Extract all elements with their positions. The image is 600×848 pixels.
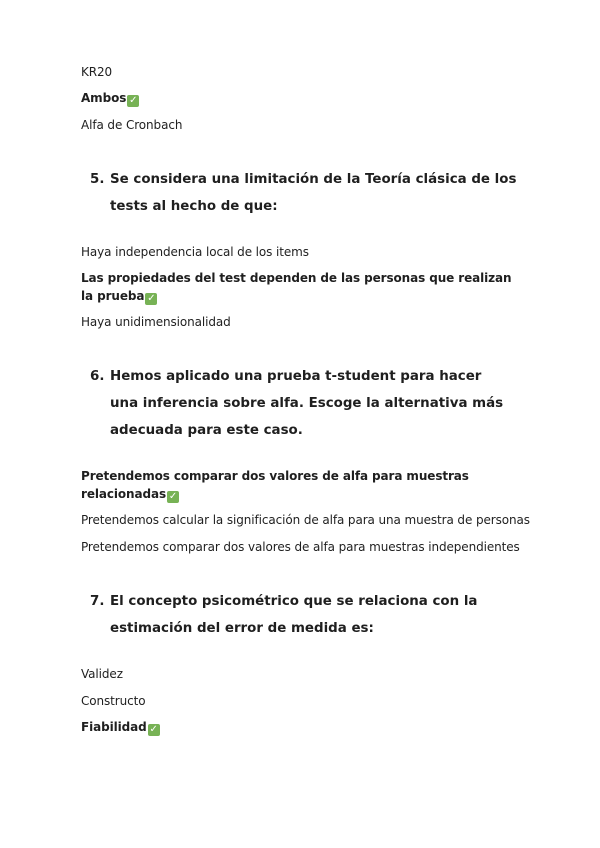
- answer-text: Constructo: [81, 694, 146, 708]
- answer-option-correct: [81, 90, 139, 108]
- answer-text: Haya independencia local de los items: [81, 245, 309, 259]
- question-text: El concepto psicométrico que se relaciona con la estimación del error de medida es:: [110, 594, 478, 636]
- answer-text: Validez: [81, 667, 123, 681]
- check-mark-icon: ✓: [147, 292, 156, 304]
- answer-text: Pretendemos comparar dos valores de alfa para muestras relacionadas: [81, 469, 469, 501]
- answer-text: Ambos: [81, 91, 127, 105]
- answer-text: Pretendemos comparar dos valores de alfa para muestras independientes: [81, 540, 520, 554]
- answer-option-correct: [81, 719, 160, 737]
- check-mark-icon: ✓: [149, 724, 158, 735]
- question-number: 5.: [90, 172, 105, 187]
- answer-option: [81, 117, 182, 135]
- question-text: Hemos aplicado una prueba t-student para hacer una inferencia sobre alfa. Escoge la alternativa más adecuada para este caso.: [110, 369, 504, 438]
- question-number: 7.: [90, 594, 105, 609]
- answer-text: Haya unidimensionalidad: [81, 315, 231, 329]
- answer-option: [81, 666, 123, 684]
- answer-option: [81, 64, 112, 82]
- answer-option-correct: [81, 468, 481, 503]
- answer-text: Pretendemos calcular la significación de alfa para una muestra de personas: [81, 513, 530, 527]
- answer-text: Las propiedades del test dependen de las personas que realizan la prueba: [81, 271, 512, 303]
- question-text: Se considera una limitación de la Teoría clásica de los tests al hecho de que:: [110, 172, 517, 214]
- answer-option: [81, 314, 231, 332]
- answer-text: KR20: [81, 65, 113, 79]
- question-number: 6.: [90, 369, 105, 384]
- check-mark-icon: ✓: [129, 95, 138, 106]
- answer-text: Alfa de Cronbach: [81, 118, 183, 132]
- answer-option: [81, 512, 530, 530]
- answer-option-correct: [81, 270, 521, 305]
- answer-option: [81, 244, 309, 262]
- answer-option: [81, 539, 520, 557]
- check-mark-icon: ✓: [168, 490, 178, 502]
- answer-text: Fiabilidad: [81, 720, 147, 734]
- answer-option: [81, 693, 145, 711]
